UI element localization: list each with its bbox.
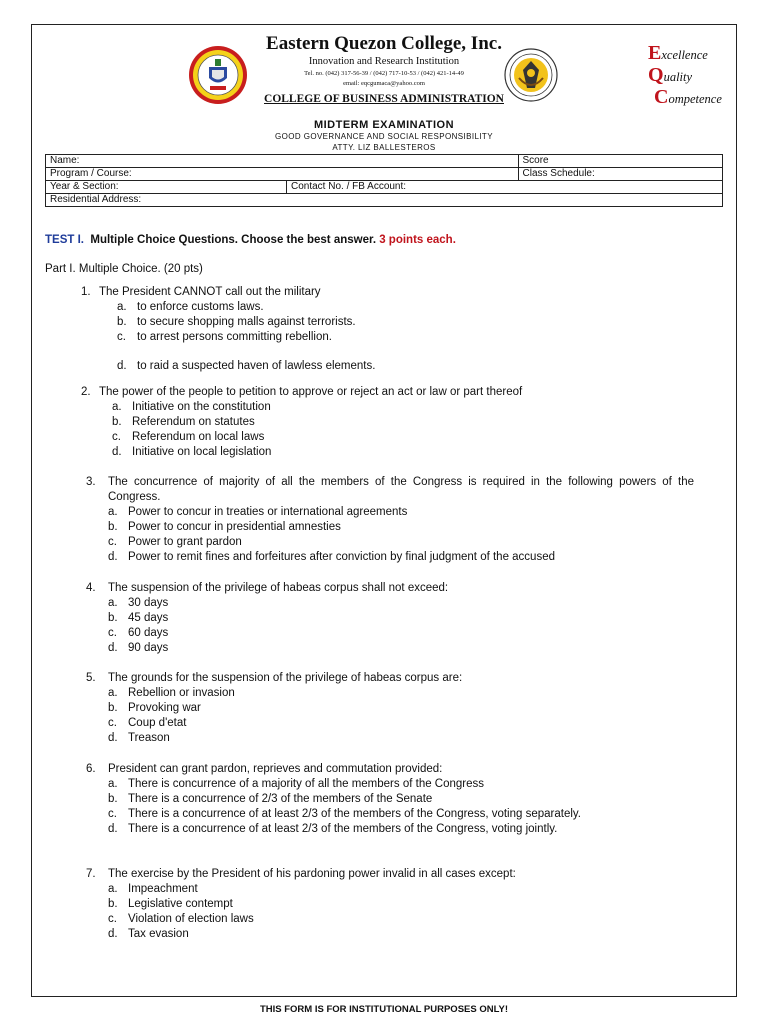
department-name: COLLEGE OF BUSINESS ADMINISTRATION	[264, 93, 504, 105]
motto-excellence: Excellence	[648, 42, 708, 64]
option[interactable]: a. Impeachment	[108, 883, 198, 895]
option[interactable]: c. Referendum on local laws	[112, 431, 265, 443]
option[interactable]: c. 60 days	[108, 627, 169, 639]
footer-notice: THIS FORM IS FOR INSTITUTIONAL PURPOSES ONLY!	[259, 1004, 509, 1015]
option[interactable]: a. 30 days	[108, 597, 169, 609]
option[interactable]: d. Initiative on local legislation	[112, 446, 272, 458]
schedule-field[interactable]: Class Schedule:	[518, 168, 723, 181]
option[interactable]: c. Power to grant pardon	[108, 536, 242, 548]
subject-title: GOOD GOVERNANCE AND SOCIAL RESPONSIBILITY	[275, 132, 493, 141]
student-info-table	[45, 154, 723, 207]
college-name: Eastern Quezon College, Inc.	[266, 33, 502, 54]
option[interactable]: b. Power to concur in presidential amnesties	[108, 521, 341, 533]
exam-title: MIDTERM EXAMINATION	[313, 119, 455, 131]
option[interactable]: c. Coup d'etat	[108, 717, 187, 729]
option[interactable]: d. There is a concurrence of at least 2/3 of the members of the Congress, voting jointly.	[108, 823, 558, 835]
option[interactable]: a. Initiative on the constitution	[112, 401, 271, 413]
question-2: 2. The power of the people to petition to approve or reject an act or law or part thereof a. Initiative on the constitution b. Referendum on statutes c. Referendum on local laws d. Initiative on local legislation	[81, 385, 701, 460]
option[interactable]: b. Provoking war	[108, 702, 201, 714]
option[interactable]: c. to arrest persons committing rebellion.	[117, 331, 332, 343]
telephone-numbers: Tel. no. (042) 317-56-39 / (042) 717-10-53 / (042) 421-14-49	[304, 70, 464, 77]
option[interactable]: a. There is concurrence of a majority of all the members of the Congress	[108, 778, 485, 790]
email-address: email: eqcgumaca@yahoo.com	[343, 80, 425, 87]
year-section-field[interactable]: Year & Section:	[46, 181, 287, 194]
question-4: 4. The suspension of the privilege of habeas corpus shall not exceed: a. 30 days b. 45 days c. 60 days d. 90 days	[86, 581, 694, 656]
question-7: 7. The exercise by the President of his pardoning power invalid in all cases except: a. Impeachment b. Legislative contempt c. Violation of election laws d. Tax evasion	[86, 867, 694, 942]
test-instructions: Multiple Choice Questions. Choose the best answer.	[90, 234, 377, 246]
option[interactable]: d. Tax evasion	[108, 928, 189, 940]
motto	[648, 42, 748, 108]
score-field[interactable]: Score	[518, 155, 723, 168]
institution-subtitle: Innovation and Research Institution	[308, 56, 460, 67]
option[interactable]: c. There is a concurrence of at least 2/3 of the members of the Congress, voting separately.	[108, 808, 581, 820]
question-3: 3. The concurrence of majority of all the members of the Congress is required in the following powers of the Congress. a. Power to concur in treaties or international agreements b. Power to concur in presidential amnesties c. Power to grant pardon d. Power to remit fines and forfeitures after conviction by final judgment of the accused	[86, 476, 694, 563]
test-label: TEST I	[45, 234, 81, 246]
option[interactable]: d. Treason	[108, 732, 170, 744]
program-field[interactable]: Program / Course:	[46, 168, 519, 181]
option[interactable]: a. Power to concur in treaties or international agreements	[108, 506, 408, 518]
option[interactable]: d. 90 days	[108, 642, 169, 654]
option[interactable]: a. Rebellion or invasion	[108, 687, 235, 699]
name-field[interactable]: Name:	[46, 155, 519, 168]
test-heading: TEST I. Multiple Choice Questions. Choose the best answer. 3 points each.	[45, 234, 456, 246]
option[interactable]: b. Referendum on statutes	[112, 416, 255, 428]
option[interactable]: b. to secure shopping malls against terrorists.	[117, 316, 356, 328]
contact-field[interactable]: Contact No. / FB Account:	[287, 181, 723, 194]
option[interactable]: d. Power to remit fines and forfeitures after conviction by final judgment of the accused	[108, 551, 555, 563]
part-heading: Part I. Multiple Choice. (20 pts)	[45, 263, 203, 275]
address-field[interactable]: Residential Address:	[46, 194, 723, 207]
question-6: 6. President can grant pardon, reprieves and commutation provided: a. There is concurrence of a majority of all the members of the Congress b. There is a concurrence of 2/3 of the members of the Senate c. There is a concurrence of at least 2/3 of the members of the Congress, voting separately. d. There is a concurrence of at least 2/3 of the members of the Congress, voting jointly.	[86, 762, 662, 837]
question-5: 5. The grounds for the suspension of the privilege of habeas corpus are: a. Rebellion or invasion b. Provoking war c. Coup d'etat d. Treason	[86, 671, 694, 746]
motto-quality: Quality	[648, 64, 693, 86]
option[interactable]: a. to enforce customs laws.	[117, 301, 264, 313]
option[interactable]: d. to raid a suspected haven of lawless elements.	[117, 360, 376, 372]
option[interactable]: c. Violation of election laws	[108, 913, 254, 925]
option[interactable]: b. 45 days	[108, 612, 169, 624]
instructor-name: ATTY. LIZ BALLESTEROS	[332, 143, 436, 152]
question-1: 1. The President CANNOT call out the military a. to enforce customs laws. b. to secure shopping malls against terrorists. c. to arrest persons committing rebellion. d. to raid a suspected haven of lawless elements.	[81, 285, 681, 374]
test-points: 3 points each.	[379, 234, 456, 246]
option[interactable]: b. Legislative contempt	[108, 898, 233, 910]
option[interactable]: b. There is a concurrence of 2/3 of the members of the Senate	[108, 793, 433, 805]
motto-competence: Competence	[654, 86, 722, 108]
